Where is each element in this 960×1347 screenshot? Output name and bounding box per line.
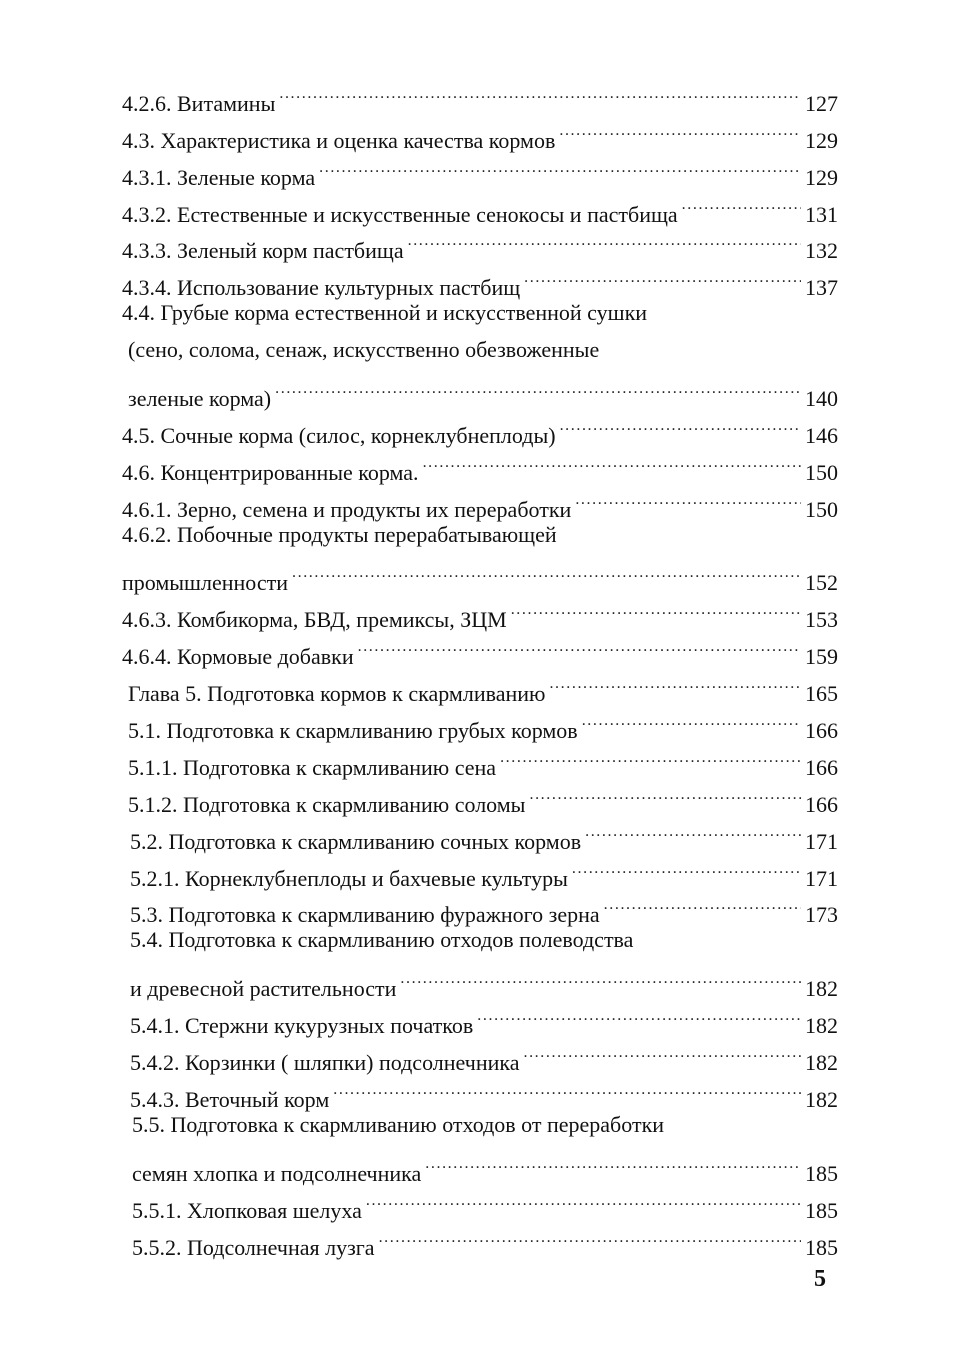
toc-entry-title: 5.3. Подготовка к скармливанию фуражного зерна xyxy=(130,902,600,928)
toc-dot-leader xyxy=(682,185,801,222)
toc-entry-title: (сено, солома, сенаж, искусственно обезвоженные xyxy=(128,337,600,363)
toc-entry-page: 171 xyxy=(805,865,838,891)
toc-entry xyxy=(122,959,838,1002)
toc-dot-leader xyxy=(333,1070,801,1107)
toc-entry-title: 5.5. Подготовка к скармливанию отходов от переработки xyxy=(132,1111,665,1137)
toc-entry-page: 171 xyxy=(805,828,838,854)
toc-dot-leader xyxy=(379,1218,801,1255)
toc-entry-title: семян хлопка и подсолнечника xyxy=(132,1160,422,1186)
toc-entry-title: 5.5.1. Хлопковая шелуха xyxy=(132,1197,362,1223)
toc-dot-leader xyxy=(400,959,801,996)
toc-entry-page: 185 xyxy=(805,1234,838,1260)
toc-entry xyxy=(122,1144,838,1186)
toc-entry-title: 5.2. Подготовка к скармливанию сочных кормов xyxy=(130,828,582,854)
toc-entry-page: 166 xyxy=(805,754,838,780)
toc-entry-title: 5.1.2. Подготовка к скармливанию соломы xyxy=(128,791,526,817)
toc-entry-page: 185 xyxy=(805,1197,838,1223)
toc-dot-leader xyxy=(585,812,801,849)
toc-entry-page: 165 xyxy=(805,681,838,707)
toc-entry-page: 129 xyxy=(805,127,838,153)
toc-entry-title: 4.6.2. Побочные продукты перерабатывающей xyxy=(122,521,557,547)
toc-entry-page: 140 xyxy=(805,386,838,412)
toc-entry-page: 153 xyxy=(805,607,838,633)
toc-entry-page: 131 xyxy=(805,201,838,227)
toc-dot-leader xyxy=(511,590,801,627)
toc-entry xyxy=(122,369,838,412)
toc-entry-title: зеленые корма) xyxy=(128,386,272,412)
toc-entry-page: 185 xyxy=(805,1160,838,1186)
toc-dot-leader xyxy=(477,996,801,1033)
toc-entry-title: 5.5.2. Подсолнечная лузга xyxy=(132,1234,375,1260)
toc-dot-leader xyxy=(575,480,801,517)
toc-entry-title: 4.2.6. Витамины xyxy=(122,90,276,116)
toc-entry-page: 182 xyxy=(805,976,838,1002)
toc-entry-title: 4.3.1. Зеленые корма xyxy=(122,164,316,190)
toc-entry-page: 173 xyxy=(805,902,838,928)
toc-entry xyxy=(122,554,838,596)
toc-entry-page: 182 xyxy=(805,1086,838,1112)
toc-entry-page: 137 xyxy=(805,275,838,301)
toc-entry-page: 159 xyxy=(805,644,838,670)
toc-entry xyxy=(122,922,838,959)
table-of-contents xyxy=(122,74,838,1260)
toc-entry-title: 4.3.3. Зеленый корм пастбища xyxy=(122,238,404,264)
toc-entry-page: 166 xyxy=(805,718,838,744)
toc-entry-title: 4.6. Концентрированные корма. xyxy=(122,459,419,485)
toc-entry-page: 129 xyxy=(805,164,838,190)
toc-entry xyxy=(122,332,838,369)
page-number: 5 xyxy=(814,1266,826,1292)
toc-entry-page: 166 xyxy=(805,791,838,817)
toc-dot-leader xyxy=(292,554,801,591)
toc-dot-leader xyxy=(582,701,801,738)
toc-dot-leader xyxy=(560,406,801,443)
toc-entry-page: 182 xyxy=(805,1050,838,1076)
toc-entry-page: 150 xyxy=(805,459,838,485)
toc-dot-leader xyxy=(275,369,801,406)
toc-entry-title: 4.6.4. Кормовые добавки xyxy=(122,644,354,670)
toc-entry-title: 4.6.1. Зерно, семена и продукты их переработки xyxy=(122,496,572,522)
toc-entry-title: и древесной растительности xyxy=(130,976,397,1002)
toc-dot-leader xyxy=(319,148,801,185)
toc-entry-title: 5.1.1. Подготовка к скармливанию сена xyxy=(128,754,497,780)
toc-entry xyxy=(122,74,838,116)
toc-entry-page: 127 xyxy=(805,90,838,116)
toc-entry-title: 4.3. Характеристика и оценка качества кормов xyxy=(122,127,556,153)
toc-entry-page: 132 xyxy=(805,238,838,264)
toc-dot-leader xyxy=(425,1144,801,1181)
toc-entry-title: 4.3.4. Использование культурных пастбищ xyxy=(122,275,521,301)
toc-dot-leader xyxy=(408,222,801,259)
toc-entry-title: Глава 5. Подготовка кормов к скармливанию xyxy=(128,681,546,707)
toc-dot-leader xyxy=(604,886,801,923)
toc-entry-title: 5.4.1. Стержни кукурузных початков xyxy=(130,1013,474,1039)
toc-entry-title: 5.4.3. Веточный корм xyxy=(130,1086,330,1112)
toc-entry-title: 4.6.3. Комбикорма, БВД, премиксы, ЗЦМ xyxy=(122,607,507,633)
toc-dot-leader xyxy=(279,74,801,111)
toc-dot-leader xyxy=(529,775,801,812)
toc-entry xyxy=(122,295,838,332)
toc-entry-title: 4.5. Сочные корма (силос, корнеклубнеплоды) xyxy=(122,422,556,448)
toc-entry-title: 4.3.2. Естественные и искусственные сенокосы и пастбища xyxy=(122,201,678,227)
toc-entry-title: 5.1. Подготовка к скармливанию грубых кормов xyxy=(128,718,578,744)
toc-entry-title: 5.4.2. Корзинки ( шляпки) подсолнечника xyxy=(130,1050,520,1076)
toc-dot-leader xyxy=(572,849,801,886)
toc-dot-leader xyxy=(366,1181,801,1218)
toc-entry-title: 5.2.1. Корнеклубнеплоды и бахчевые культуры xyxy=(130,865,568,891)
toc-entry-title: 4.4. Грубые корма естественной и искусственной сушки xyxy=(122,300,648,326)
toc-dot-leader xyxy=(523,1033,801,1070)
toc-entry xyxy=(122,1107,838,1144)
toc-entry-page: 150 xyxy=(805,496,838,522)
toc-entry-title: 5.4. Подготовка к скармливанию отходов полеводства xyxy=(130,927,634,953)
toc-dot-leader xyxy=(500,738,801,775)
toc-dot-leader xyxy=(524,258,801,295)
toc-dot-leader xyxy=(358,627,801,664)
toc-entry-page: 182 xyxy=(805,1013,838,1039)
toc-entry-page: 146 xyxy=(805,422,838,448)
toc-dot-leader xyxy=(559,111,801,148)
toc-entry-title: промышленности xyxy=(122,570,288,596)
toc-entry xyxy=(122,517,838,554)
toc-dot-leader xyxy=(549,664,801,701)
toc-dot-leader xyxy=(423,443,801,480)
toc-entry-page: 152 xyxy=(805,570,838,596)
